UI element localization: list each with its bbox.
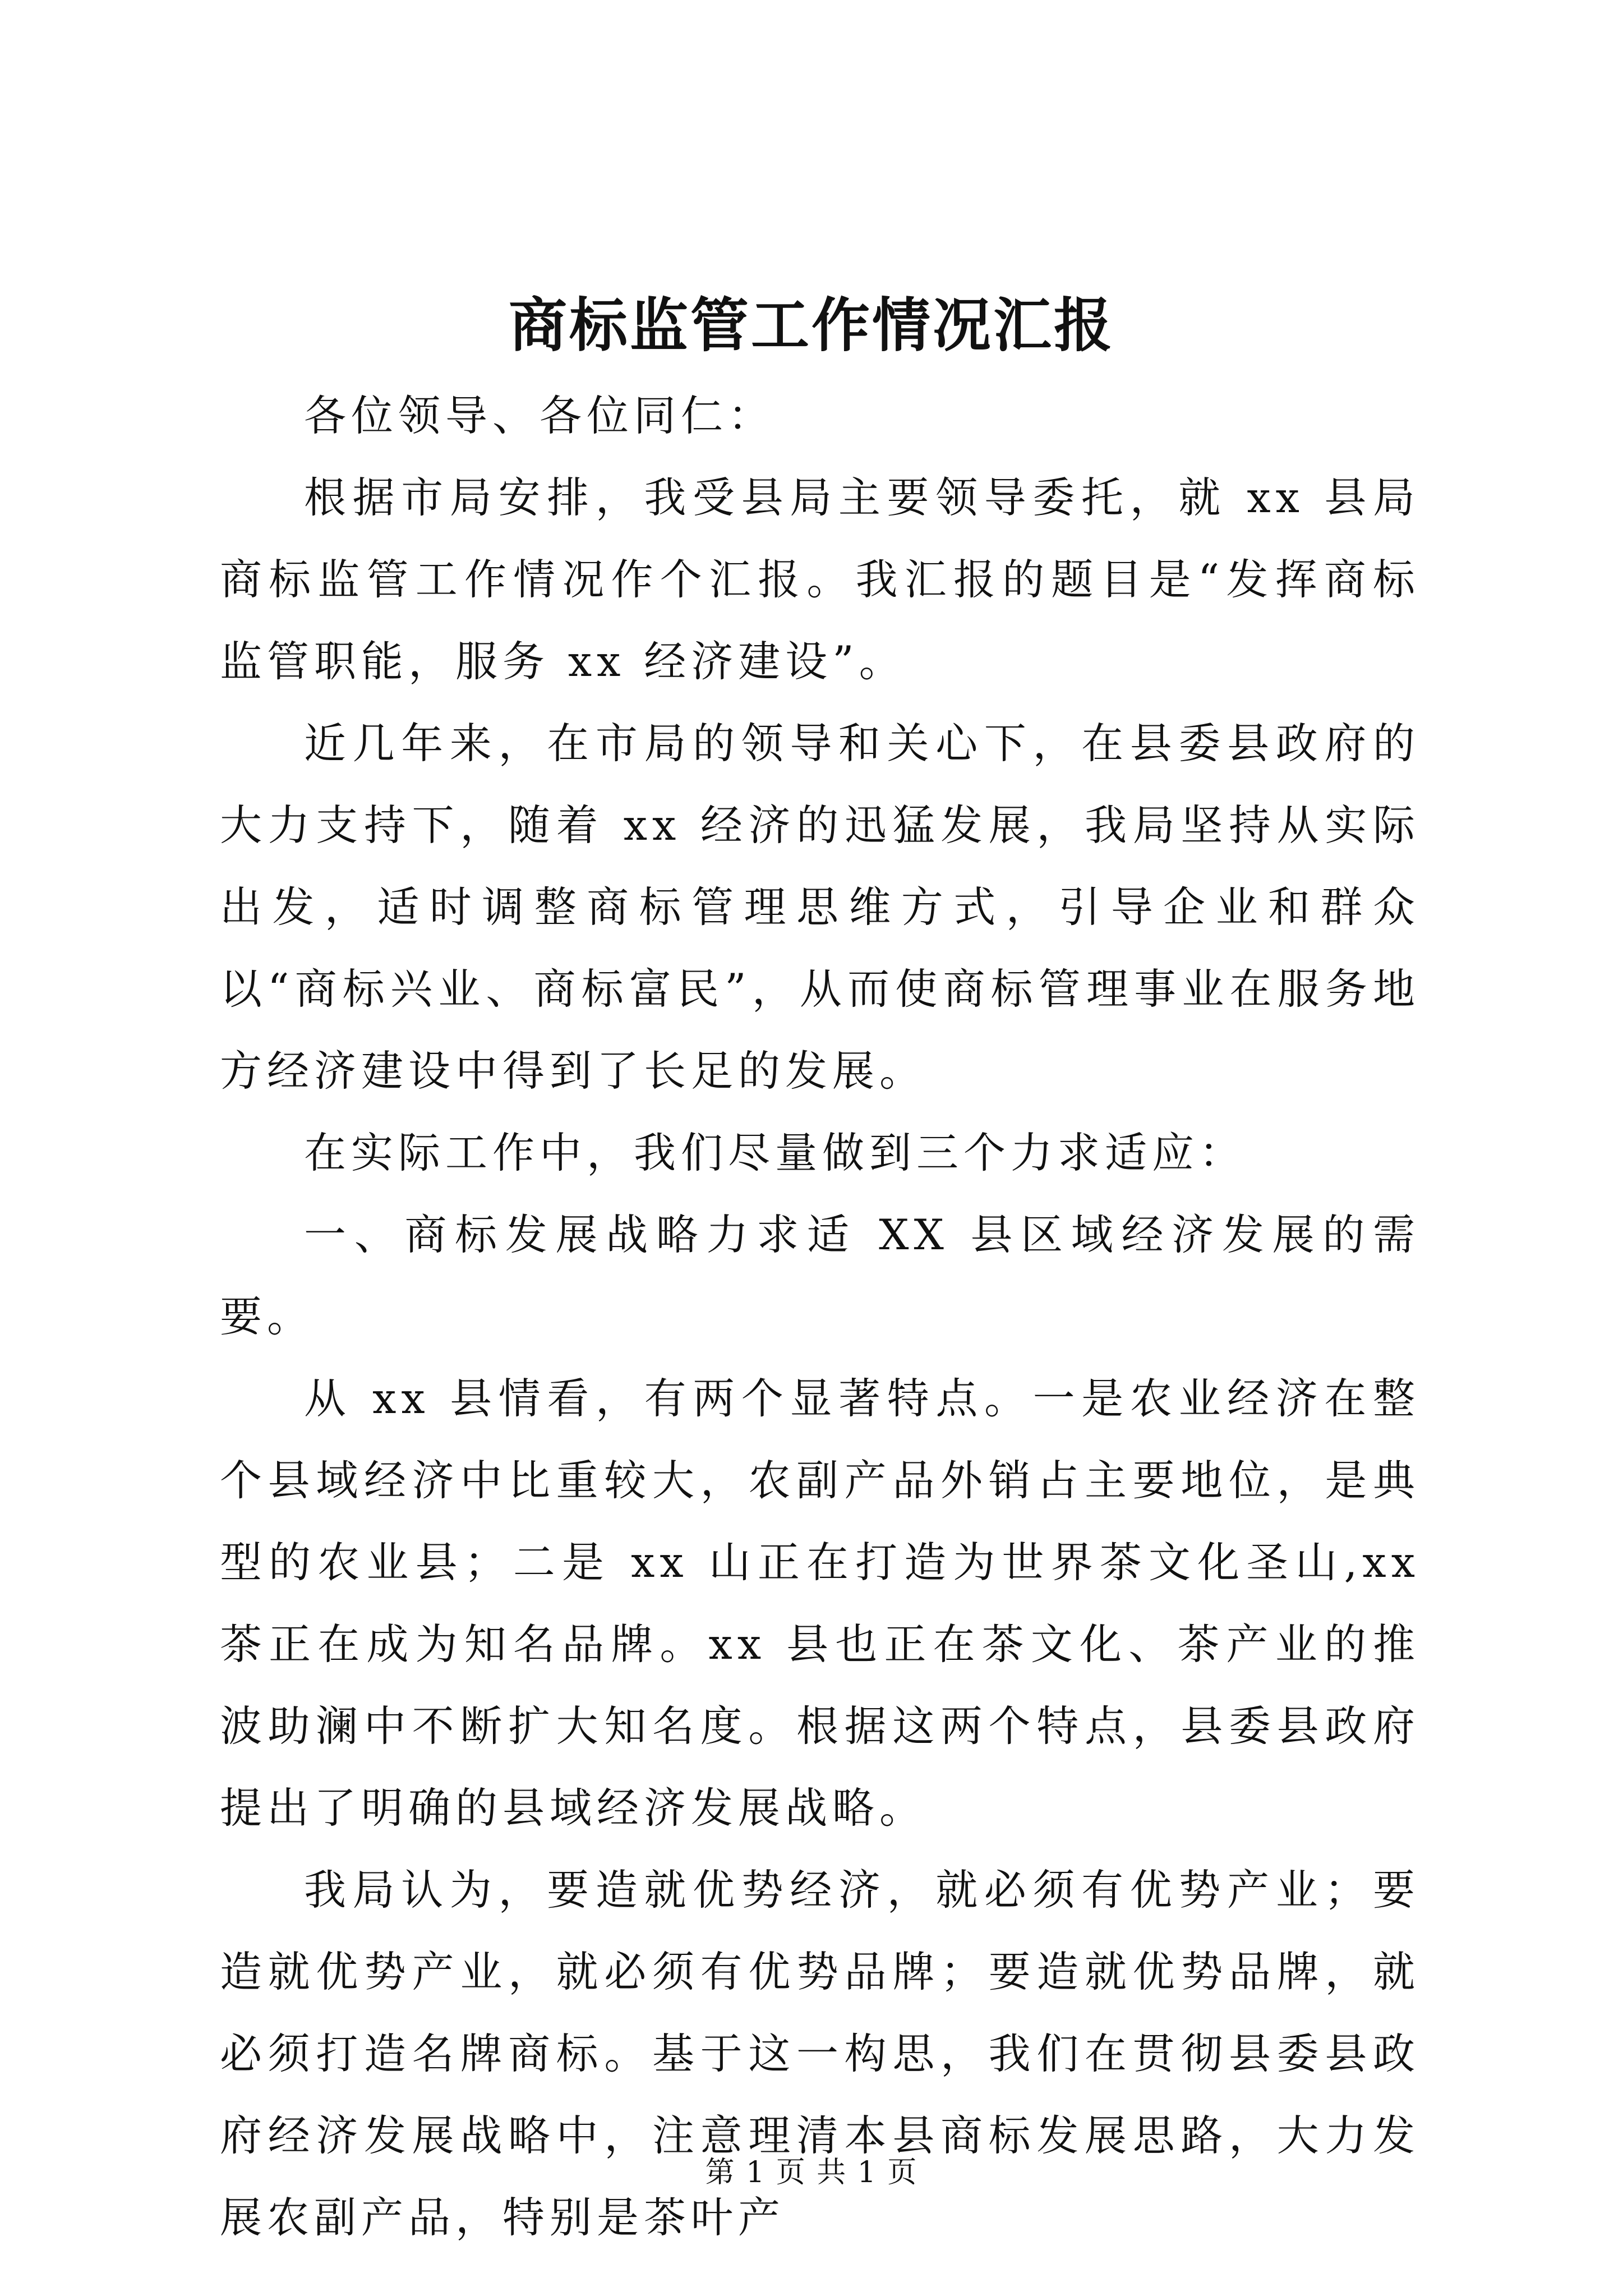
- document-body: [220, 375, 1420, 2258]
- paragraph-county-features: 从 xx 县情看，有两个显著特点。一是农业经济在整个县域经济中比重较大，农副产品外销占主要地位，是典型的农业县；二是 xx 山正在打造为世界茶文化圣山,xx 茶正在成为知名品牌。xx 县也正在茶文化、茶产业的推波助澜中不断扩大知名度。根据这两个特点，县委县政府提出了明确的县域经济发展战略。: [220, 1374, 1420, 1833]
- paragraph-heading-one: 一、商标发展战略力求适 XX 县区域经济发展的需要。: [220, 1210, 1420, 1341]
- paragraph-background: 近几年来，在市局的领导和关心下，在县委县政府的大力支持下，随着 xx 经济的迅猛发展，我局坚持从实际出发，适时调整商标管理思维方式，引导企业和群众以“商标兴业、商标富民”，从而使商标管理事业在服务地方经济建设中得到了长足的发展。: [220, 719, 1420, 1096]
- paragraph-summary: 在实际工作中，我们尽量做到三个力求适应：: [304, 1128, 1247, 1177]
- paragraph-strategy: 我局认为，要造就优势经济，就必须有优势产业；要造就优势产业，就必须有优势品牌；要造就优势品牌，就必须打造名牌商标。基于这一构思，我们在贯彻县委县政府经济发展战略中，注意理清本县商标发展思路，大力发展农副产品，特别是茶叶产: [220, 1865, 1420, 2242]
- page-number-footer: 第 1 页 共 1 页: [705, 2156, 918, 2189]
- paragraph-intro: 根据市局安排，我受县局主要领导委托，就 xx 县局商标监管工作情况作个汇报。我汇报的题目是“发挥商标监管职能，服务 xx 经济建设”。: [220, 473, 1420, 686]
- paragraph-salutation: 各位领导、各位同仁：: [304, 391, 776, 440]
- document-title: 商标监管工作情况汇报: [508, 291, 1114, 360]
